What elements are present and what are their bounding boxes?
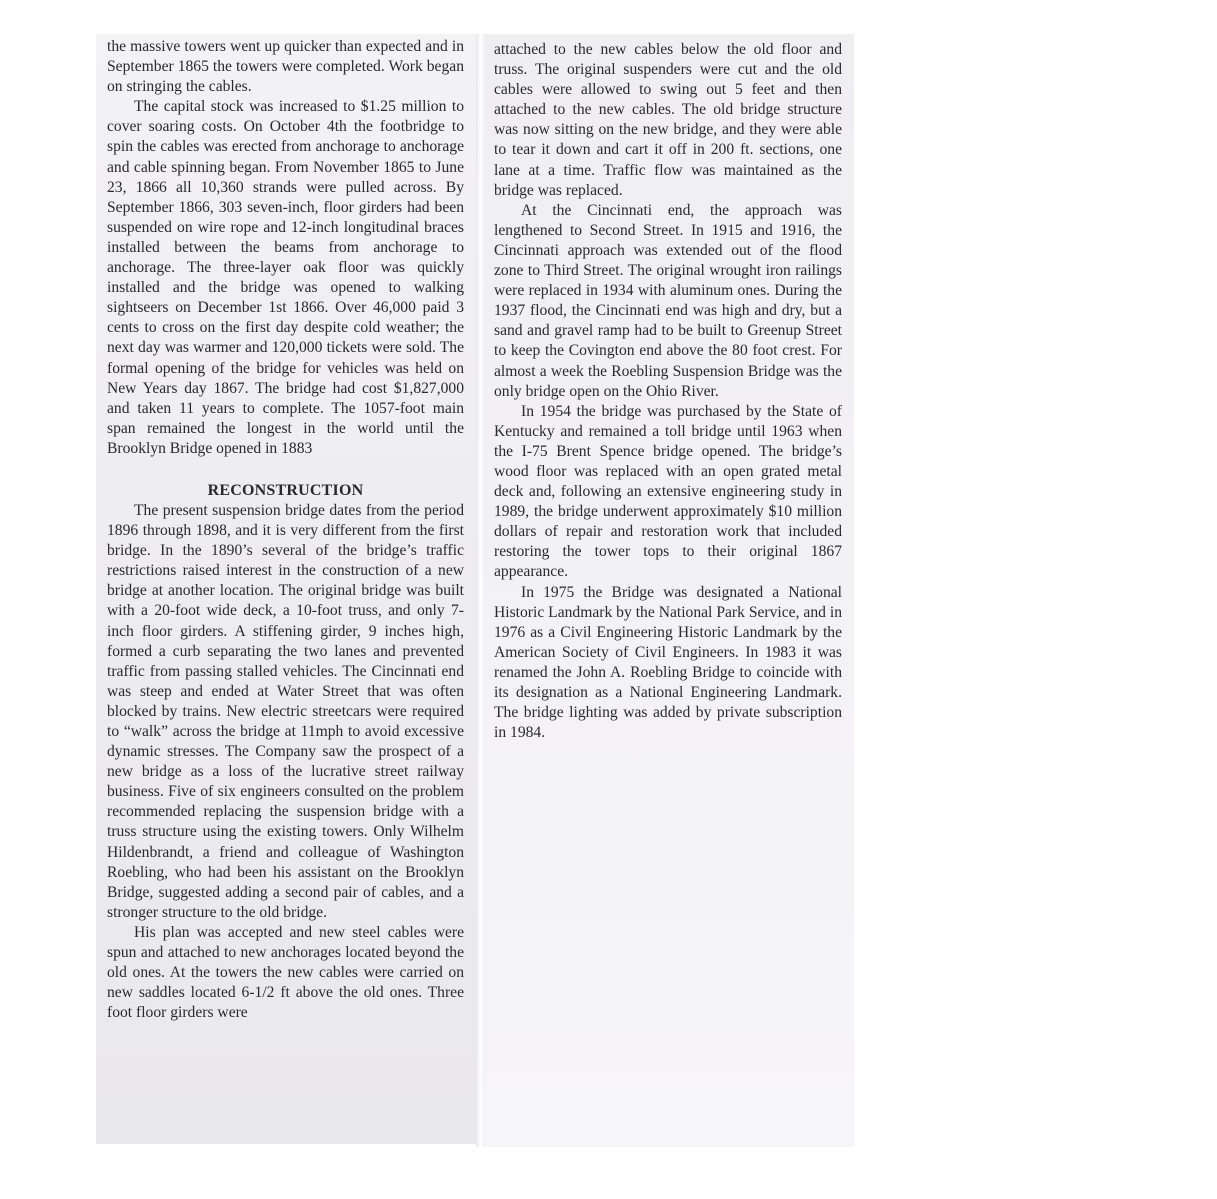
section-heading-reconstruction: RECONSTRUCTION — [207, 481, 364, 499]
right-paragraph-cincinnati-end: At the Cincinnati end, the approach was lengthened to Second Street. In 1915 and 1916, the Cincinnati approach was extended out of the flood zone to Third Street. The original wrought iron railings were replaced in 1934 with aluminum ones. During the 1937 flood, the Cincinnati end was high and dry, but a sand and gravel ramp had to be built to Greenup Street to keep the Covington end above the 80 foot crest. For almost a week the Roebling Suspension Bridge was the only bridge open on the Ohio River. — [494, 201, 842, 400]
left-paragraph-new-cables: His plan was accepted and new steel cables were spun and attached to new anchorages located beyond the old ones. At the towers the new cables were carried on new saddles located 6-1/2 ft above the old ones. Three foot floor girders were — [107, 923, 464, 1022]
right-paragraph-kentucky-purchase: In 1954 the bridge was purchased by the State of Kentucky and remained a toll bridge until 1963 when the I-75 Brent Spence bridge opened. The bridge’s wood floor was replaced with an open grated metal deck and, following an extensive engineering study in 1989, the bridge underwent approximately $10 million dollars of repair and restoration work that included restoring the tower tops to their original 1867 appearance. — [494, 402, 842, 581]
left-paragraph-towers-completed: the massive towers went up quicker than expected and in September 1865 the towers were completed. Work began on stringing the cables. — [107, 38, 464, 96]
left-page-column — [96, 34, 476, 1144]
right-page-column — [485, 34, 854, 1147]
left-paragraph-reconstruction: The present suspension bridge dates from the period 1896 through 1898, and it is very different from the first bridge. In the 1890’s several of the bridge’s traffic restrictions raised interest in the construction of a new bridge at another location. The original bridge was built with a 20-foot wide deck, a 10-foot truss, and only 7-inch floor girders. A stiffening girder, 9 inches high, formed a curb separating the two lanes and prevented traffic from passing stalled vehicles. The Cincinnati end was steep and ended at Water Street that was often blocked by trains. New electric streetcars were required to “walk” across the bridge at 11mph to avoid excessive dynamic stresses. The Company saw the prospect of a new bridge as a loss of the lucrative street railway business. Five of six engineers consulted on the problem recommended replacing the suspension bridge with a truss structure using the existing towers. Only Wilhelm Hildenbrandt, a friend and colleague of Washington Roebling, who had been his assistant on the Brooklyn Bridge, suggested adding a second pair of cables, and a stronger structure to the old bridge. — [107, 501, 464, 921]
right-paragraph-suspenders: attached to the new cables below the old floor and truss. The original suspenders were cut and the old cables were allowed to swing out 5 feet and then attached to the new cables. The old bridge structure was now sitting on the new bridge, and they were able to tear it down and cart it off in 200 ft. sections, one lane at a time. Traffic flow was maintained as the bridge was replaced. — [494, 41, 842, 199]
left-paragraph-cable-spinning: The capital stock was increased to $1.25 million to cover soaring costs. On October 4th the footbridge to spin the cables was erected from anchorage to anchorage and cable spinning began. From November 1865 to June 23, 1866 all 10,360 strands were pulled across. By September 1866, 303 seven-inch, floor girders had been suspended on wire rope and 12-inch longitudinal braces installed between the beams from anchorage to anchorage. The three-layer oak floor was quickly installed and the bridge was opened to walking sightseers on December 1st 1866. Over 46,000 paid 3 cents to cross on the first day despite cold weather; the next day was warmer and 120,000 tickets were sold. The formal opening of the bridge for vehicles was held on New Years day 1867. The bridge had cost $1,827,000 and taken 11 years to complete. The 1057-foot main span remained the longest in the world until the Brooklyn Bridge opened in 1883 — [107, 98, 464, 457]
page-gutter — [476, 34, 485, 1147]
right-paragraph-landmark: In 1975 the Bridge was designated a National Historic Landmark by the National Park Service, and in 1976 as a Civil Engineering Historic Landmark by the American Society of Civil Engineers. In 1983 it was renamed the John A. Roebling Bridge to coincide with its designation as a National Engineering Landmark. The bridge lighting was added by private subscription in 1984. — [494, 583, 842, 742]
